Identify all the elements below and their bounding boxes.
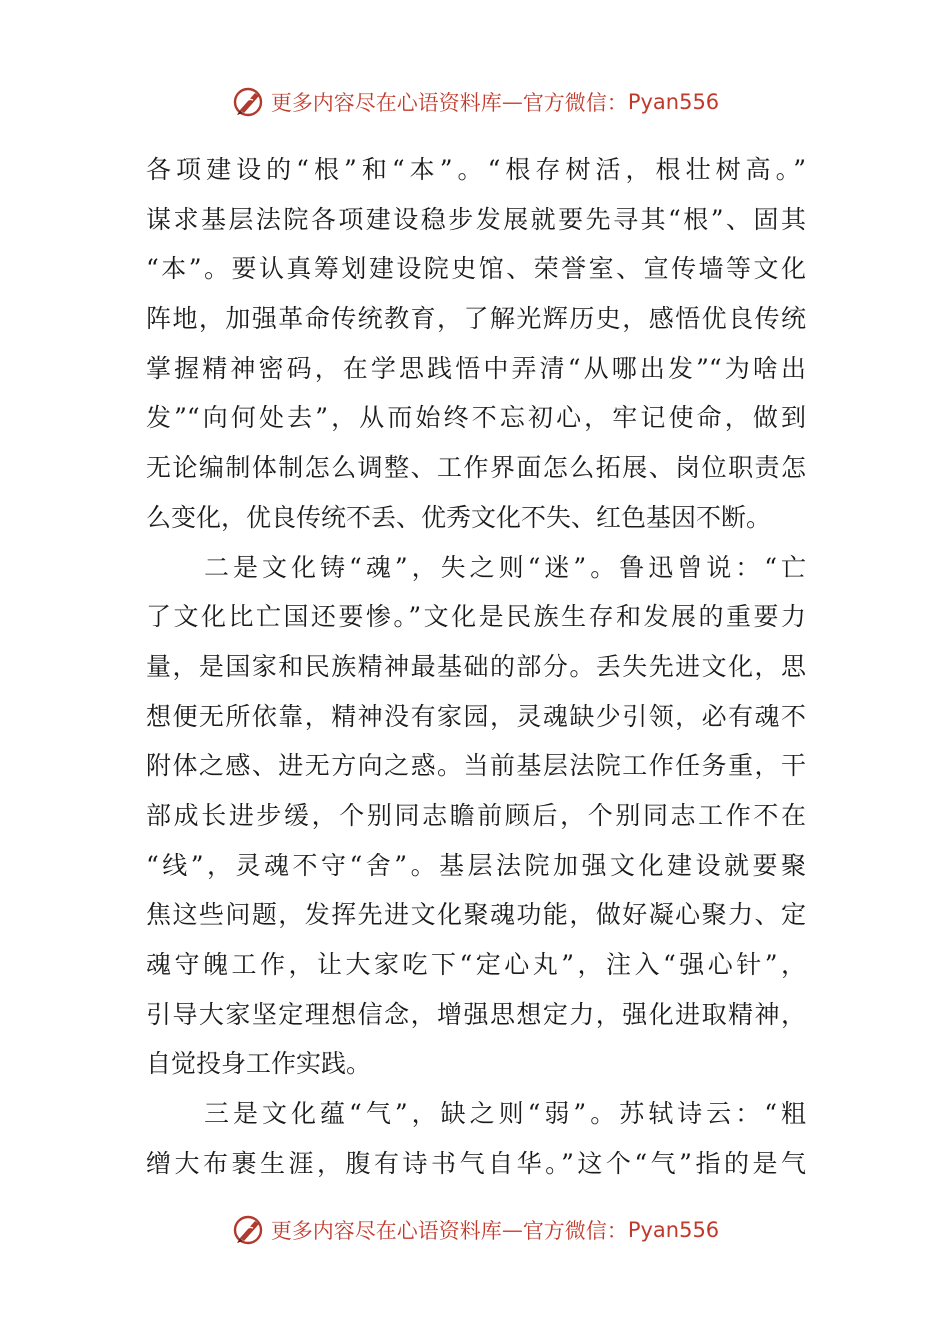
document-body	[146, 145, 806, 1188]
text-line: 量，是国家和民族精神最基础的部分。丢失先进文化，思	[146, 651, 806, 681]
text-line: 谋求基层法院各项建设稳步发展就要先寻其“根”、固其	[146, 204, 806, 234]
footer-brand-text: 更多内容尽在心语资料库	[270, 1219, 502, 1243]
pen-logo-icon	[231, 1212, 267, 1248]
footer-separator: —	[501, 1218, 523, 1242]
text-line: 焦这些问题，发挥先进文化聚魂功能，做好凝心聚力、定	[146, 900, 806, 930]
text-line: 么变化，优良传统不丢、优秀文化不失、红色基因不断。	[146, 502, 772, 532]
text-line: 缯大布裹生涯，腹有诗书气自华。”这个“气”指的是气	[146, 1148, 806, 1178]
header-brand-text: 更多内容尽在心语资料库	[270, 91, 502, 115]
text-line: 阵地，加强革命传统教育，了解光辉历史，感悟优良传统	[146, 304, 806, 334]
text-line: 引导大家坚定理想信念，增强思想定力，强化进取精神，	[146, 999, 806, 1029]
header-separator: —	[501, 90, 523, 114]
text-line: 附体之感、进无方向之惑。当前基层法院工作任务重，干	[146, 751, 806, 781]
footer-banner	[0, 1208, 950, 1252]
text-line: 了文化比亡国还要惨。”文化是民族生存和发展的重要力	[146, 602, 806, 632]
header-wechat-label: 官方微信：	[522, 91, 628, 115]
text-line: 发”“向何处去”，从而始终不忘初心，牢记使命，做到	[146, 403, 806, 433]
footer-wechat-id: Pyan556	[627, 1218, 720, 1242]
footer-wechat-label: 官方微信：	[522, 1219, 628, 1243]
text-line: 各项建设的“根”和“本”。“根存树活，根壮树高。”	[146, 155, 806, 184]
header-wechat-id: Pyan556	[627, 90, 720, 114]
text-line: 掌握精神密码，在学思践悟中弄清“从哪出发”“为啥出	[146, 353, 806, 383]
text-line: 三是文化蕴“气”，缺之则“弱”。苏轼诗云：“粗	[146, 1099, 806, 1129]
text-line: “本”。要认真筹划建设院史馆、荣誉室、宣传墙等文化	[146, 254, 806, 284]
text-line: 自觉投身工作实践。	[146, 1049, 372, 1079]
header-banner	[0, 80, 950, 124]
text-line: 魂守魄工作，让大家吃下“定心丸”，注入“强心针”，	[146, 950, 806, 979]
text-line: “线”，灵魂不守“舍”。基层法院加强文化建设就要聚	[146, 850, 806, 880]
pen-logo-icon	[231, 84, 267, 120]
text-line: 二是文化铸“魂”，失之则“迷”。鲁迅曾说：“亡	[146, 552, 806, 582]
text-line: 无论编制体制怎么调整、工作界面怎么拓展、岗位职责怎	[146, 453, 806, 483]
text-line: 想便无所依靠，精神没有家园，灵魂缺少引领，必有魂不	[146, 701, 806, 731]
text-line: 部成长进步缓，个别同志瞻前顾后，个别同志工作不在	[146, 800, 806, 830]
